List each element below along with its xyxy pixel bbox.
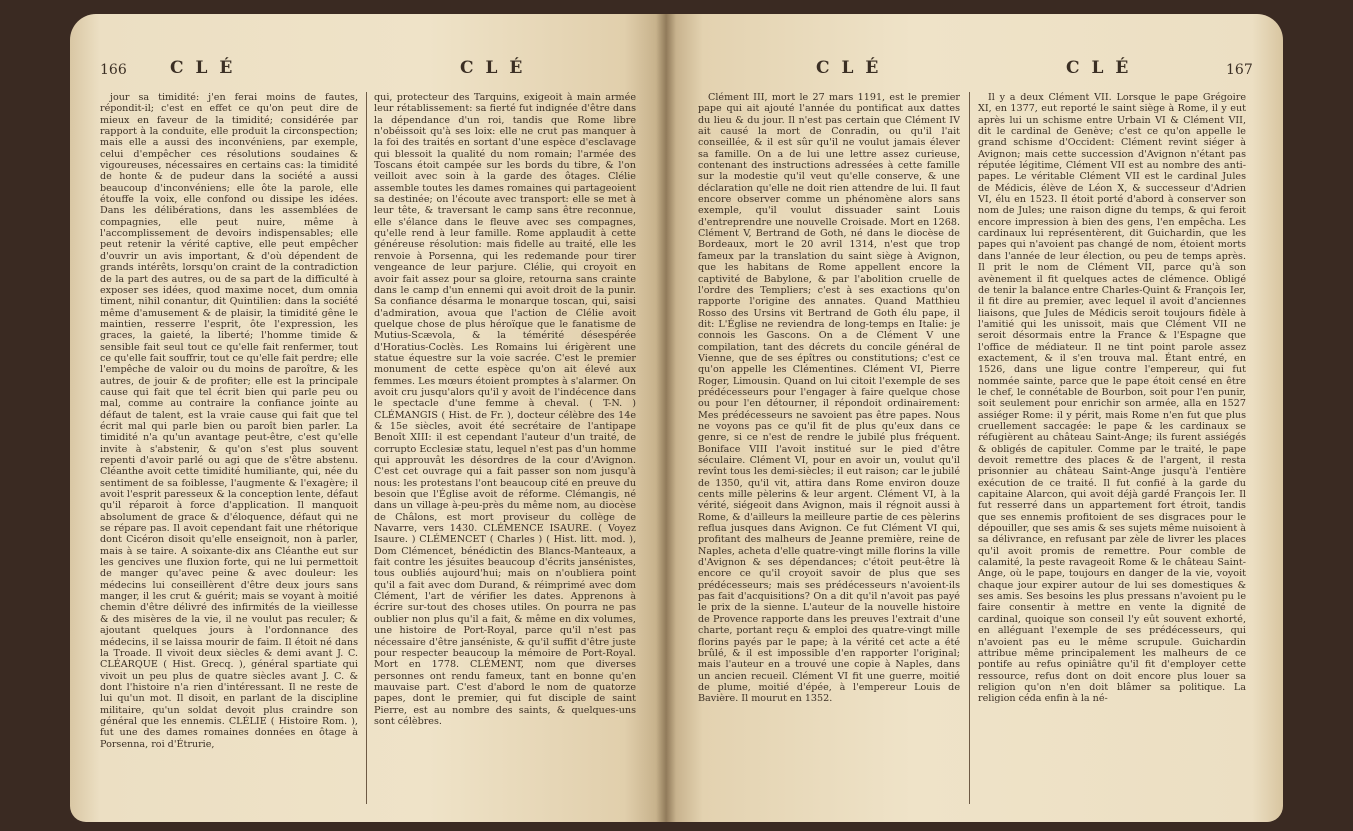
right-page-column-2 — [978, 92, 1246, 808]
left-page-column-1 — [100, 92, 358, 808]
running-head-right-1: C L É — [816, 58, 882, 78]
left-col1-text: jour sa timidité: j'en ferai moins de fautes, répondit-il; c'est en effet ce qu'on peut dire de mieux en faveur de la timidité; considérée par rapport à la conduite, elle produit la circonspection; mais elle a aussi des inconvéniens, par exemple, celui d'empêcher ces résolutions soudaines & vigoureuses, nécessaires en certains cas: la timidité de honte & de pudeur dans la société a aussi beaucoup d'inconvéniens; elle ôte la parole, elle étouffe la voix, elle confond ou dissipe les idées. Dans les délibérations, dans les assemblées de compagnies, elle peut nuire, même à l'accomplissement de devoirs indispensables; elle peut retenir la vérité captive, elle peut empêcher d'ouvrir un avis important, & d'où dépendent de grands intérêts, lorsqu'on craint de la contradiction de la part des autres, ou de sa part de la difficulté à exposer ses idées, quod maxime nocet, dum omnia timent, nihil conantur, dit Quintilien: dans la société même d'amusement & de plaisir, la timidité gêne le maintien, resserre l'esprit, ôte l'expression, les graces, la gaieté, la liberté; l'homme timide & sensible fait seul tout ce qu'elle fait renfermer, tout ce qu'elle fait souffrir, tout ce qu'elle fait perdre; elle l'empêche de valoir ou du moins de paroître, & les autres, de jouir & de profiter; elle est la principale cause qui fait que tel écrit bien qui parle peu ou mal, comme au contraire la confiance jointe au défaut de talent, est la vraie cause qui fait que tel écrit mal qui parle bien ou paroît bien parler. La timidité n'a qu'un avantage peut-être, c'est qu'elle invite à s'abstenir, & qu'on s'est plus souvent repenti d'avoir parlé ou agi que de s'être abstenu. Cléanthe avoit cette timidité humiliante, qui, née du sentiment de sa foiblesse, l'augmente & l'exagère; il avoit l'esprit paresseux & la conception lente, défaut qu'il réparoit à force d'application. Il manquoit absolument de grace & d'éloquence, défaut qui ne se répare pas. Il avoit cependant fait une rhétorique dont Cicéron disoit qu'elle enseignoit, non à parler, mais à se taire. A soixante-dix ans Cléanthe eut sur les gencives une fluxion forte, qui ne lui permettoit de manger qu'avec peine & avec douleur: les médecins lui conseillèrent d'être deux jours sans manger, il les crut & guérit; mais se voyant à moitié chemin d'être délivré des infirmités de la vieillesse & des misères de la vie, il ne voulut pas reculer; & ajoutant quelques jours à l'ordonnance des médecins, il se laissa mourir de faim. Il étoit né dans la Troade. Il vivoit deux siècles & demi avant J. C. CLÉARQUE ( Hist. Grecq. ), général spartiate qui vivoit un peu plus de quatre siècles avant J. C. & dont l'histoire n'a rien d'intéressant. Il ne reste de lui qu'un mot. Il disoit, en parlant de la discipline militaire, qu'un soldat devoit plus craindre son général que les ennemis. CLÉLIE ( Histoire Rom. ), fut une des dames romaines données en ôtage à Porsenna, roi d'Étrurie, — [100, 92, 358, 750]
running-head-left-2: C L É — [460, 58, 526, 78]
left-page-column-2 — [374, 92, 636, 808]
running-head-left-1: C L É — [170, 58, 236, 78]
open-book — [70, 14, 1283, 822]
page-number-right: 167 — [1226, 62, 1253, 78]
column-divider-right — [969, 92, 970, 804]
left-page — [70, 14, 666, 822]
right-page-column-1 — [698, 92, 960, 808]
running-head-right-2: C L É — [1066, 58, 1132, 78]
right-page — [666, 14, 1283, 822]
page-number-left: 166 — [100, 62, 127, 78]
book-gutter — [656, 14, 676, 822]
left-col2-text: qui, protecteur des Tarquins, exigeoit à main armée leur rétablissement: sa fierté fut indignée d'être dans la dépendance d'un roi, tandis que Rome libre n'obéissoit qu'à ses loix: elle ne crut pas manquer à la foi des traités en sortant d'une espèce d'esclavage qui blessoit la qualité du nom romain; l'armée des Toscans étoit campée sur les bords du tibre, & l'on veilloit avec soin à la garde des ôtages. Clélie assemble toutes les dames romaines qui partageoient sa destinée; on l'écoute avec transport: elle se met à leur tête, & traversant le camp sans être reconnue, elle s'élance dans le fleuve avec ses compagnes, qu'elle rend à leur famille. Rome applaudit à cette généreuse résolution: mais fidelle au traité, elle les renvoie à Porsenna, qui les redemande pour tirer vengeance de leur parjure. Clélie, qui croyoit en avoir fait assez pour sa gloire, retourna sans crainte dans le camp d'un ennemi qui avoit droit de la punir. Sa confiance désarma le monarque toscan, qui, saisi d'admiration, avoua que l'action de Clélie avoit quelque chose de plus héroïque que le fanatisme de Mutius-Scævola, & la témérité désespérée d'Horatius-Coclès. Les Romains lui érigèrent une statue équestre sur la voie sacrée. C'est le premier monument de cette espèce qu'on ait élevé aux femmes. Les mœurs étoient promptes à s'alarmer. On avoit cru jusqu'alors qu'il y avoit de l'indécence dans le spectacle d'une femme à cheval. ( T-N. ) CLÉMANGIS ( Hist. de Fr. ), docteur célèbre des 14e & 15e siècles, avoit été secrétaire de l'antipape Benoît XIII: il est cependant l'auteur d'un traité, de corrupto Ecclesiæ statu, lequel n'est pas d'un homme qui approuvât les désordres de la cour d'Avignon. C'est cet ouvrage qui a fait passer son nom jusqu'à nous: les protestans l'ont beaucoup cité en preuve du besoin que l'Église avoit de réforme. Clémangis, né dans un village à-peu-près du même nom, au diocèse de Châlons, est mort proviseur du collège de Navarre, vers 1430. CLÉMENCE ISAURE. ( Voyez Isaure. ) CLÉMENCET ( Charles ) ( Hist. litt. mod. ), Dom Clémencet, bénédictin des Blancs-Manteaux, a fait contre les jésuites beaucoup d'écrits jansénistes, tous oubliés aujourd'hui; mais on n'oubliera point qu'il a fait avec dom Durand, & réimprimé avec dom Clément, l'art de vérifier les dates. Apprenons à écrire sur-tout des choses utiles. On pourra ne pas oublier non plus qu'il a fait, & même en dix volumes, une histoire de Port-Royal, parce qu'il n'est pas nécessaire d'être janséniste, & qu'il suffit d'être juste pour respecter beaucoup la mémoire de Port-Royal. Mort en 1778. CLÉMENT, nom que diverses personnes ont rendu fameux, tant en bonne qu'en mauvaise part. C'est d'abord le nom de quatorze papes, dont le premier, qui fut disciple de saint Pierre, est au nombre des saints, & quelques-uns sont célèbres. — [374, 92, 636, 727]
right-col1-text: Clément III, mort le 27 mars 1191, est le premier pape qui ait ajouté l'année du pontificat aux dattes du lieu & du jour. Il n'est pas certain que Clément IV ait causé la mort de Conradin, ou qu'il l'ait conseillée, & il est sûr qu'il ne voulut jamais élever sa famille. On a de lui une lettre assez curieuse, contenant des instructions adressées à cette famille sur la modestie qu'il veut qu'elle conserve, & une déclaration qu'elle ne doit rien attendre de lui. Il faut encore observer comme un phénomène alors sans exemple, qu'il voulut dissuader saint Louis d'entreprendre une nouvelle Croisade. Mort en 1268. Clément V, Bertrand de Goth, né dans le diocèse de Bordeaux, mort le 20 avril 1314, n'est que trop fameux par la translation du saint siège à Avignon, que les habitans de Rome appellent encore la captivité de Babylone, & par l'abolition cruelle de l'ordre des Templiers; c'est à ses exactions qu'on rapporte l'origine des annates. Quand Matthieu Rosso des Ursins vit Bertrand de Goth élu pape, il dit: L'Église ne reviendra de long-temps en Italie: je connois les Gascons. On a de Clément V une compilation, tant des décrets du concile général de Vienne, que de ses épîtres ou constitutions; c'est ce qu'on appelle les Clémentines. Clément VI, Pierre Roger, Limousin. Quand on lui citoit l'exemple de ses prédécesseurs pour l'engager à faire quelque chose ou pour l'en détourner, il répondoit ordinairement: Mes prédécesseurs ne savoient pas être papes. Nous ne voyons pas ce qu'il fit de plus qu'eux dans ce genre, si ce n'est de rendre le jubilé plus fréquent. Boniface VIII l'avoit institué sur le pied d'être séculaire. Clément VI, pour en avoir un, voulut qu'il revînt tous les demi-siècles; il eut raison; car le jubilé de 1350, qu'il vit, attira dans Rome environ douze cents mille pèlerins & leur argent. Clément VI, à la vérité, siégeoit dans Avignon, mais il régnoit aussi à Rome, & d'ailleurs la meilleure partie de ces pèlerins reflua jusques dans Avignon. Ce fut Clément VI qui, profitant des malheurs de Jeanne première, reine de Naples, acheta d'elle quatre-vingt mille florins la ville d'Avignon & ses dépendances; c'étoit peut-être là encore ce qu'il croyoit savoir de plus que ses prédécesseurs; mais ses prédécesseurs n'avoient-ils pas fait d'acquisitions? On a dit qu'il n'avoit pas payé le prix de la sienne. L'auteur de la nouvelle histoire de Provence rapporte dans les preuves l'extrait d'une charte, portant reçu & emploi des quatre-vingt mille florins payés par le pape; à la vérité cet acte a été brûlé, & il est impossible d'en rapporter l'original; mais l'auteur en a trouvé une copie à Naples, dans un ancien recueil. Clément VI fit une guerre, moitié de plume, moitié d'épée, à l'empereur Louis de Bavière. Il mourut en 1352. — [698, 92, 960, 705]
column-divider-left — [366, 92, 367, 804]
right-col2-text: Il y a deux Clément VII. Lorsque le pape Grégoire XI, en 1377, eut reporté le saint siège à Rome, il y eut après lui un schisme entre Urbain VI & Clément VII, dit le cardinal de Genève; c'est ce qu'on appelle le grand schisme d'Occident: Clément revint siéger à Avignon; mais cette succession d'Avignon n'étant pas réputée légitime, Clément VII est au nombre des anti-papes. Le véritable Clément VII est le cardinal Jules de Médicis, élève de Léon X, & successeur d'Adrien VI, élu en 1523. Il étoit porté d'abord à conserver son nom de Jules; une raison digne du temps, & qui feroit encore impression à bien des gens, l'en empêcha. Les cardinaux lui représentèrent, dit Guichardin, que les papes qui n'avoient pas changé de nom, étoient morts dans l'année de leur élection, ou peu de temps après. Il prit le nom de Clément VII, parce qu'à son avènement il fit quelques actes de clémence. Obligé de tenir la balance entre Charles-Quint & François Ier, il fit dire au premier, avec lequel il avoit d'anciennes liaisons, que Jules de Médicis seroit toujours fidèle à l'amitié qui les unissoit, mais que Clément VII ne seroit désormais entre la France & l'Espagne que l'office de médiateur. Il ne tint point parole assez exactement, & il s'en trouva mal. Étant entré, en 1526, dans une ligue contre l'empereur, qui fut nommée sainte, parce que le pape étoit censé en être le chef, le connétable de Bourbon, soit pour l'en punir, soit seulement pour enrichir son armée, alla en 1527 assiéger Rome: il y périt, mais Rome n'en fut que plus cruellement saccagée: le pape & les cardinaux se réfugièrent au château Saint-Ange; ils furent assiégés & obligés de capituler. Comme par le traité, le pape devoit remettre des places & de l'argent, il resta prisonnier au château Saint-Ange jusqu'à l'entière exécution de ce traité. Il fut confié à la garde du capitaine Alarcon, qui avoit déjà gardé François Ier. Il fut resserré dans un appartement fort étroit, tandis que ses ennemis profitoient de ses disgraces pour le dépouiller, que ses amis & ses sujets même nuisoient à sa délivrance, en refusant par zèle de livrer les places qu'il avoit promis de remettre. Pour comble de calamité, la peste ravageoit Rome & le château Saint-Ange, où le pape, toujours en danger de la vie, voyoit chaque jour expirer autour de lui ses domestiques & ses amis. Ses besoins les plus pressans n'avoient pu le faire consentir à mettre en vente la dignité de cardinal, quoique son conseil l'y eût souvent exhorté, en alléguant l'exemple de ses prédécesseurs, qui n'avoient pas eu le même scrupule. Guichardin attribue même principalement les malheurs de ce pontife au refus opiniâtre qu'il fit d'employer cette ressource, refus dont on doit encore plus louer sa religion qu'on n'en doit blâmer sa politique. La religion céda enfin à la né- — [978, 92, 1246, 705]
